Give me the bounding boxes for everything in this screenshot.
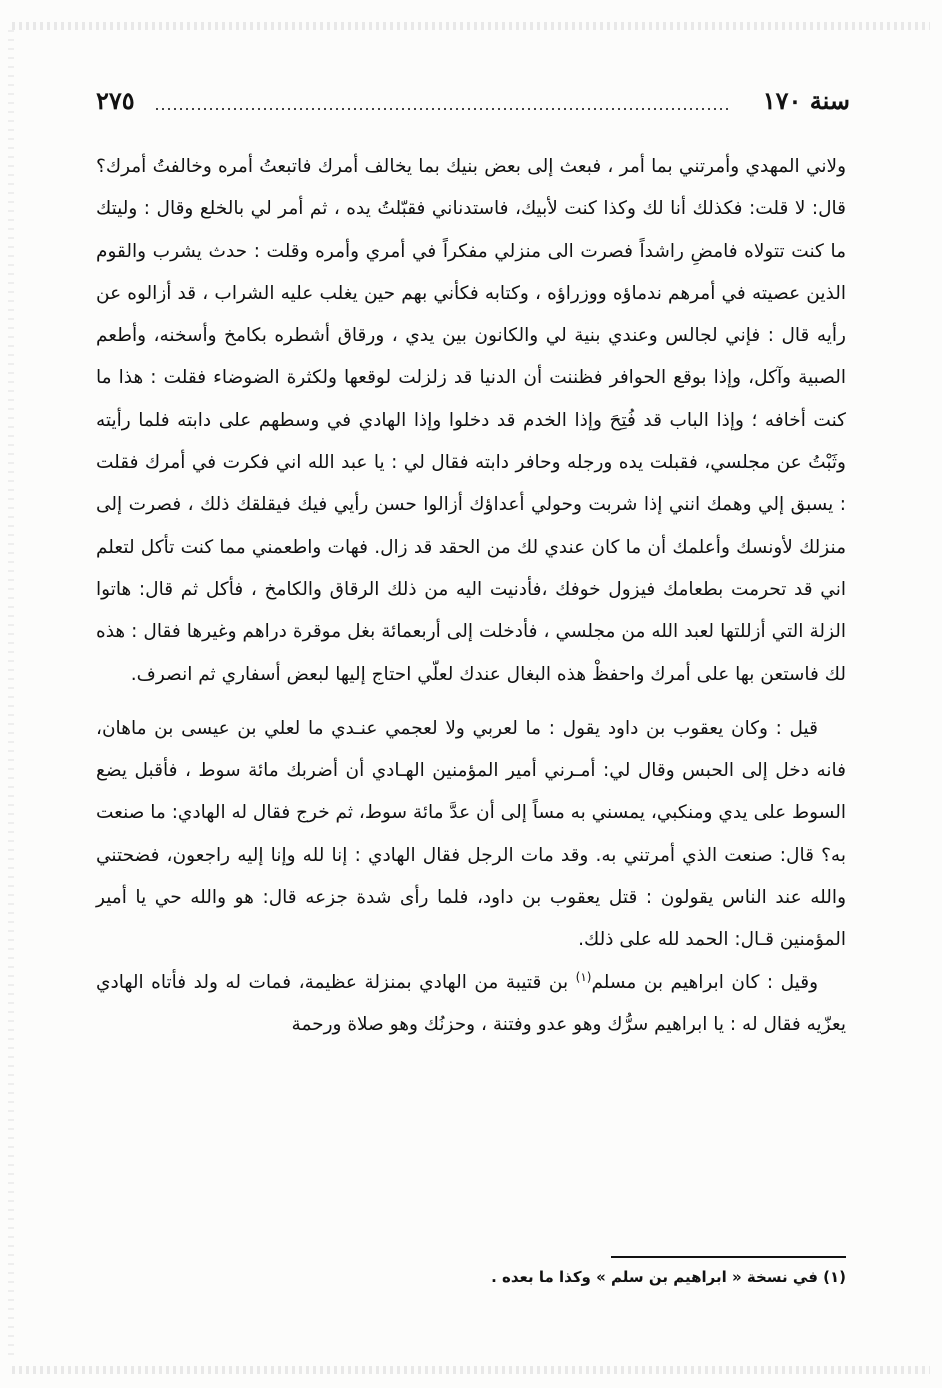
page-number: ٢٧٥ — [96, 86, 135, 115]
header-dotted-rule — [156, 108, 730, 110]
page-header — [96, 86, 850, 126]
paragraph-3 — [96, 962, 846, 1047]
scan-border-left — [8, 30, 14, 1358]
scan-border-bottom — [12, 1366, 930, 1374]
footnote-divider — [611, 1256, 846, 1258]
footnote: (١) في نسخة « ابراهيم بن سلم » وكذا ما بعده . — [491, 1268, 846, 1286]
main-text — [96, 146, 846, 1046]
paragraph-3-rest: بن قتيبة من الهادي بمنزلة عظيمة، فمات له ولد فأتاه الهادي يعزّيه فقال له : يا ابراهيم سرُّك وهو عدو وفتنة ، وحزنُك وهو صلاة ورحمة — [96, 971, 846, 1035]
footnote-reference: (١) — [575, 969, 592, 984]
paragraph-2: قيل : وكان يعقوب بن داود يقول : ما لعربي ولا لعجمي عنـدي ما لعلي بن عيسى بن ماهان، فانه دخل إلى الحبس وقال لي: أمـرني أمير المؤمنين الهـادي أن أضربك مائة سوط ، فأقبل يضع السوط على يدي ومنكبي، يمسني به مساً إلى أن عدَّ مائة سوط، ثم خرج فقال له الهادي: ما صنعت به؟ قال: صنعت الذي أمرتني به. وقد مات الرجل فقال الهادي : إنا لله وإنا إليه راجعون، فضحتني والله عند الناس يقولون : قتل يعقوب بن داود، فلما رأى شدة جزعه قال: هو والله حي يا أمير المؤمنين قـال: الحمد لله على ذلك. — [96, 717, 846, 951]
paragraph-3-start: وقيل : كان ابراهيم بن مسلم — [591, 971, 819, 993]
paragraph-1: ولاني المهدي وأمرتني بما أمر ، فبعث إلى بعض بنيك بما يخالف أمرك فاتبعتُ أمره وخالفتُ أمرك؟ قال: لا قلت: فكذلك أنا لك وكذا كنت لأبيك، فاستدناني فقبّلتُ يده ، ثم أمر لي بالخلع وقال : وليتك ما كنت تتولاه فامضِ راشداً فصرت الى منزلي مفكراً في أمري وأمره وقلت : حدث يشرب والقوم الذين عصيته في أمرهم ندماؤه ووزراؤه ، وكتابه فكأني بهم حين يغلب عليه الشراب ، قد أزالوه عن رأيه قال : فإني لجالس وعندي بنية لي والكانون بين يدي ، ورقاق أشطره بكامخ وأسخنه، وأطعم الصبية وآكل، وإذا بوقع الحوافر فظننت أن الدنيا قد زلزلت لوقعها ولكثرة الضوضاء فقلت : هذا ما كنت أخافه ؛ وإذا الباب قد فُتِحَ وإذا الخدم قد دخلوا وإذا الهادي في وسطهم على دابته فلما رأيته وثَبْتُ عن مجلسي، فقبلت يده ورجله وحافر دابته فقال لي : يا عبد الله اني فكرت في أمرك فقلت : يسبق إلي وهمك انني إذا شربت وحولي أعداؤك أزالوا حسن رأيي فيك فيقلقك ذلك ، فصرت إلى منزلك لأونسك وأعلمك أن ما كان عندي لك من الحقد قد زال. فهات واطعمني مما كنت تأكل لتعلم اني قد تحرمت بطعامك فيزول خوفك ،فأدنيت اليه من ذلك الرقاق والكامخ ، فأكل ثم قال: هاتوا الزلة التي أزللتها لعبد الله من مجلسي ، فأدخلت إلى أربعمائة بغل موقرة دراهم وغيرها فقال : هذه لك فاستعن بها على أمرك واحفظْ هذه البغال عندك لعلّي احتاج إليها لبعض أسفاري ثم انصرف. — [96, 156, 846, 685]
running-head: سنة ١٧٠ — [762, 86, 850, 115]
scan-border-top — [12, 22, 930, 30]
